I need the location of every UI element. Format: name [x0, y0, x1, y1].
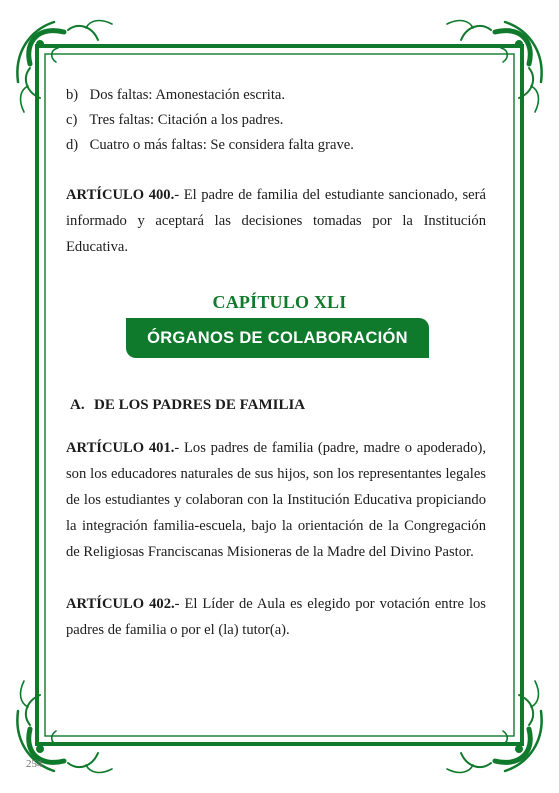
- page-number: 254: [26, 758, 43, 770]
- chapter-title: CAPÍTULO XLI: [212, 292, 347, 312]
- article-text: - Los padres de familia (padre, madre o apoderado), son los educadores naturales de sus hijos, son los representantes legales de los estudiantes y colaboran con la Institución Educativa propiciando la integración familia-escuela, bajo la orientación de la Congregación de Religiosas Franciscanas Misioneras de la Madre del Divino Pastor.: [66, 440, 486, 560]
- list-text: Tres faltas: Citación a los padres.: [89, 112, 284, 128]
- article-label: ARTÍCULO 401.: [66, 440, 175, 456]
- list-item: [66, 132, 486, 157]
- list-text: Cuatro o más faltas: Se considera falta grave.: [89, 137, 354, 153]
- section-heading: [70, 397, 305, 414]
- article-label: ARTÍCULO 402.: [66, 596, 175, 612]
- article-label: ARTÍCULO 400.: [66, 187, 175, 203]
- article-text: - El padre de familia del estudiante sancionado, será informado y aceptará las decisiones tomadas por la Institución Educativa.: [66, 187, 486, 255]
- list-item: [66, 107, 486, 132]
- section-marker: A.: [70, 397, 85, 413]
- list-item: [66, 82, 486, 107]
- sanction-list: [66, 82, 486, 157]
- article-401: [66, 435, 486, 565]
- article-400: [66, 182, 486, 260]
- section-title: DE LOS PADRES DE FAMILIA: [94, 397, 306, 413]
- list-marker: b): [66, 87, 79, 103]
- list-text: Dos faltas: Amonestación escrita.: [89, 87, 285, 103]
- article-text: - El Líder de Aula es elegido por votación entre los padres de familia o por el (la) tutor(a).: [66, 596, 486, 638]
- list-marker: d): [66, 137, 79, 153]
- list-marker: c): [66, 112, 78, 128]
- chapter-banner: ÓRGANOS DE COLABORACIÓN: [126, 318, 429, 358]
- article-402: [66, 591, 486, 643]
